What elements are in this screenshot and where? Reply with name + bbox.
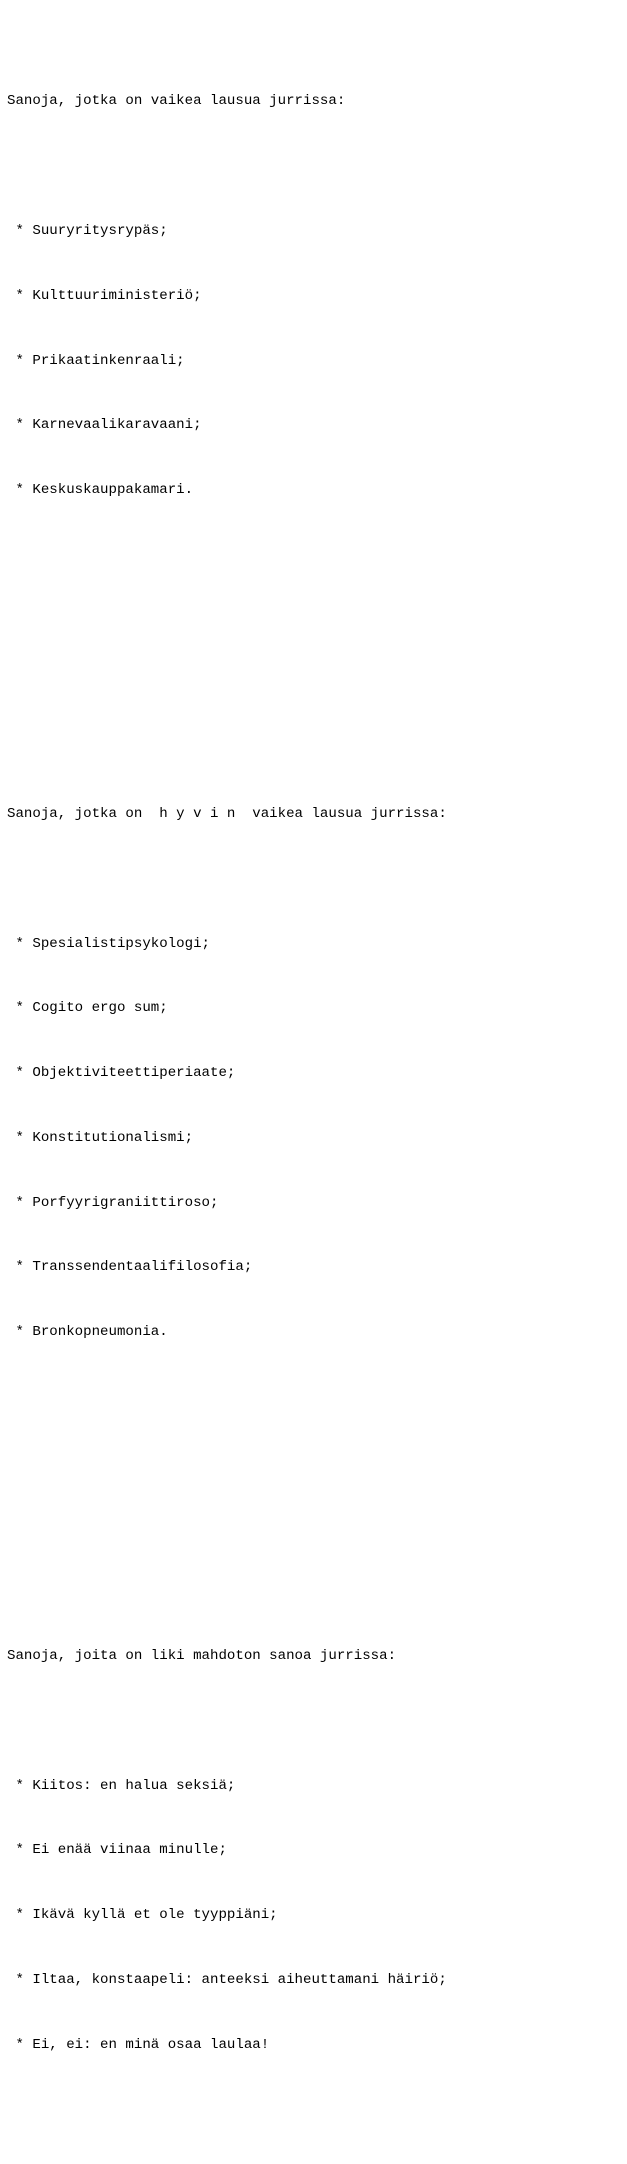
section-very-hard-words (7, 761, 622, 1430)
section-heading: Sanoja, jotka on vaikea lausua jurrissa: (7, 93, 346, 110)
section-heading: Sanoja, joita on liki mahdoton sanoa jurrissa: (7, 1648, 397, 1665)
section-spacer (7, 1495, 622, 1538)
list-item: * Bronkopneumonia. (7, 1324, 168, 1341)
section-hard-words (7, 48, 622, 588)
list-item: * Prikaatinkenraali; (7, 352, 185, 369)
list-item: * Konstitutionalismi; (7, 1129, 194, 1146)
list-item: * Kiitos: en halua seksiä; (7, 1777, 236, 1794)
phrase-list (7, 1733, 622, 2100)
list-item: * Transsendentaalifilosofia; (7, 1259, 253, 1276)
list-item: * Kulttuuriministeriö; (7, 287, 202, 304)
list-item: * Iltaa, konstaapeli: anteeksi aiheuttamani häiriö; (7, 1972, 447, 1989)
text-document (7, 5, 622, 2164)
section-spacer (7, 653, 622, 696)
word-list (7, 890, 622, 1387)
list-item: * Suuryritysrypäs; (7, 222, 168, 239)
list-item: * Cogito ergo sum; (7, 1000, 168, 1017)
list-item: * Ei enää viinaa minulle; (7, 1842, 227, 1859)
list-item: * Ikävä kyllä et ole tyyppiäni; (7, 1907, 278, 1924)
list-item: * Spesialistipsykologi; (7, 935, 210, 952)
section-heading: Sanoja, jotka on h y v i n vaikea lausua jurrissa: (7, 805, 447, 822)
word-list (7, 178, 622, 545)
section-nearly-impossible-phrases (7, 1603, 622, 2143)
list-item: * Porfyyrigraniittiroso; (7, 1194, 219, 1211)
list-item: * Karnevaalikaravaani; (7, 417, 202, 434)
list-item: * Keskuskauppakamari. (7, 482, 194, 499)
list-item: * Ei, ei: en minä osaa laulaa! (7, 2036, 270, 2053)
list-item: * Objektiviteettiperiaate; (7, 1065, 236, 1082)
